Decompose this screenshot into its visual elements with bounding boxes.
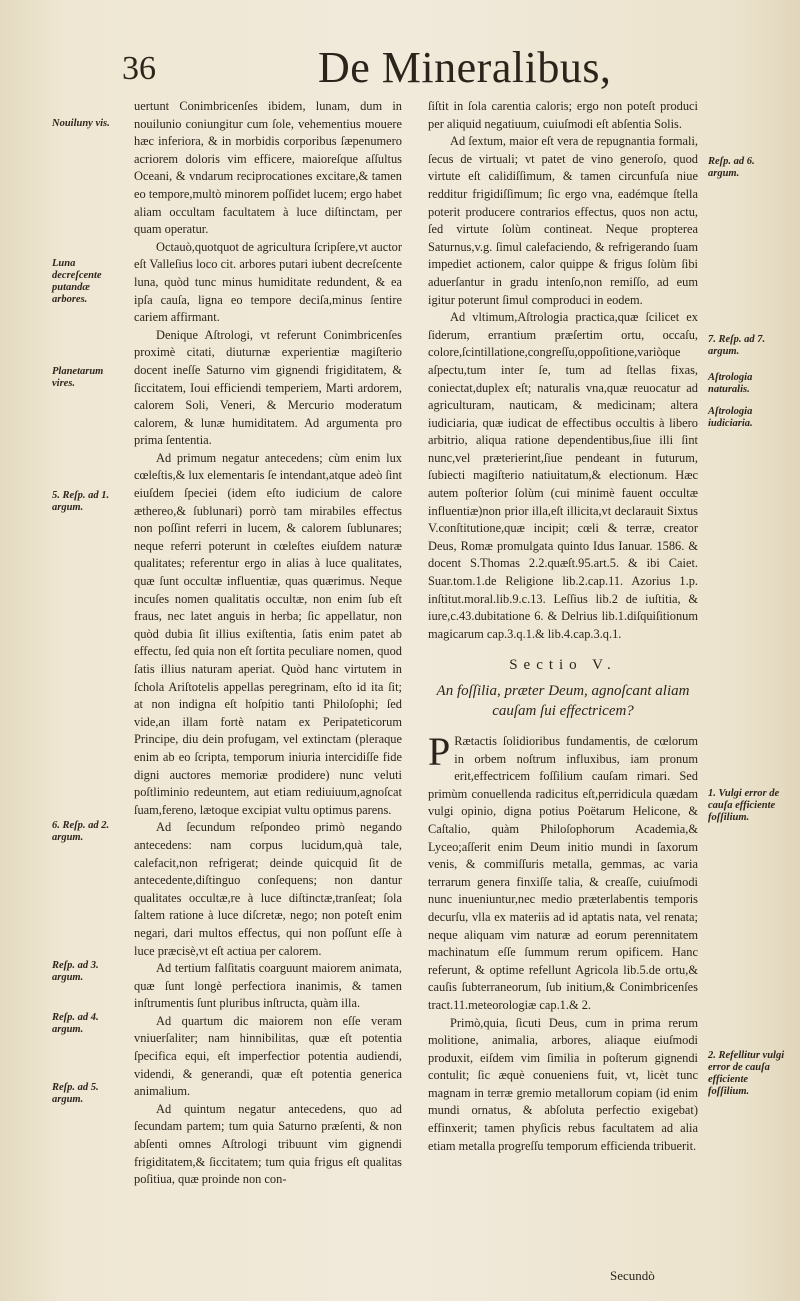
margin-note: Reſp. ad 4. argum.: [52, 1012, 99, 1035]
drop-cap: P: [428, 729, 451, 774]
paragraph: Ad vltimum,Aſtrologia practica,quæ ſcilicet ex ſiderum, errantium præſertim ortu, occaſu, colore,ſcintillatione,congreſſu,oppoſitione,variòque aſpectu,tum inter ſe, tum ad ſtellas fixas, coniectat,duplex eſt; naturalis vna,quæ reuocatur ad agriculturam, nauticam, & medicinam; altera iudiciaria, quæ iudicat de effectibus occultis à libero arbitrio, aliqua ratione dependentibus,ſiue illi ſint nunc,vel præterierint,ſiue pendeant in futurum, ſubiecti magiſterio natiuitatum,& electionum. Hæc autem poſterior ſolùm (cui minimè fauent occultæ influentiæ)non prior illa,eſt illicita,vt declarauit Sixtus V.conſtitutione,quæ incipit; cœli & terræ, creator Deus, Romæ promulgata quinto Idus Ianuar. 1586. & docent S.Thomas 2.2.quæſt.95.art.5. & ibi Caiet. Suar.tom.1.de Religione lib.2.cap.11. Azorius 1.p. inſtitut.moral.lib.9.c.13. Leſſius lib.2 de iuſtitia, & iure,c.43.dubitatione 6. & Delrius lib.1.diſquiſitionum magicarum cap.3.q.1.& lib.4.cap.3.q.1.: [428, 310, 698, 641]
paragraph: ſiſtit in ſola carentia caloris; ergo non poteſt produci per aliquid negatiuum, cuiuſmodi eſt abſentia Solis.: [428, 99, 698, 131]
margin-note: Luna decreſcente putandæ arbores.: [52, 258, 102, 305]
margin-note: Reſp. ad 3. argum.: [52, 960, 99, 983]
margin-note: Aſtrologia iudiciaria.: [708, 406, 753, 429]
margin-note: 7. Reſp. ad 7. argum.: [708, 334, 766, 357]
page-title: De Mineralibus,: [318, 43, 612, 92]
paragraph: Primò,quia, ſicuti Deus, cum in prima rerum molitione, animalia, arbores, aliaque eiuſmodi produxit, eiſdem vim ſimilia in poſterum gignendi contulit; ſic æquè conueniens fuit, vt, licèt tunc magnam in terræ gremio metallorum copiam (id enim mundi ornatus, & abſoluta perfectio exigebat) effinxerit; tamen phyſicis rebus facultatem ad alia etiam metalla progreſſu temporum efficienda tribuerit.: [428, 1015, 698, 1153]
paragraph: Denique Aſtrologi, vt referunt Conimbricenſes proximè citati, diuturnæ experientiæ magiſterio docent ineſſe Saturno vim gignendi frigiditatem, & ſiccitatem, Ioui efficiendi temperiem, Marti ardorem, calorem Soli, Veneri, & Mercurio moderatum calorem, & lunæ humiditatem. Ad argumenta pro prima ſententia.: [134, 327, 402, 448]
paragraph: Ad ſecundum reſpondeo primò negando antecedens: nam corpus lucidum,quà tale, calefacit,non refrigerat; deinde quicquid ſit de antecedente,diſtinguo conſequens; non dantur qualitates occultæ,re à luce diſtinctæ,tranſeat; ſola ſaltem ratione à luce diſcretæ, nego; non poteſt enim negari, dari multos effectus, qui non poſſunt eſſe à luce præcisè,vt eſt actiua per calorem.: [134, 820, 402, 958]
section-title: An foſſilia, præter Deum, agnoſcant aliam cauſam ſui effectricem?: [436, 683, 690, 719]
section-heading: Sectio V.: [509, 657, 617, 674]
page-number: 36: [122, 50, 156, 87]
paragraph: Ad ſextum, maior eſt vera de repugnantia formali, ſecus de virtuali; vt patet de vino generoſo, quod virtute eſt calidiſſimum, & tamen circunfuſa niue redditur frigidiſſimum; ſic ergo vna, eadémque ſtella poterit producere contrarios effectus, quos non actu, ſed virtute ſolùm contineat. Neque propterea Saturnus,v.g. ſimul calefaciendo, & refrigerando ſuam impediet actionem, calor quippe & frigus ſolùm ſibi aduerſantur in gradu intenſo,non remiſſo, ad eum igitur poterunt ſimul comproduci in eodem.: [428, 134, 698, 307]
paragraph: Ad quintum negatur antecedens, quo ad ſecundam partem; tum quia Saturno præſenti, & non abſenti omnes Aſtrologi tribuunt vim gignendi frigiditatem,& ſiccitatem; tum quia frigus eſt qualitas poſitiua, quæ proinde non con-: [134, 1101, 402, 1187]
paragraph: Octauò,quotquot de agricultura ſcripſere,vt auctor eſt Valleſius loco cit. arbores putari iubent decreſcente luna, quòd tunc minus humiditate redundent, & ea ipſa cauſa, ligna eo tempore deciſa,minus ſentire cariem affirmant.: [134, 239, 402, 325]
right-text-column: [428, 98, 698, 1155]
margin-note: 2. Refellitur vulgi error de cauſa efficiente foſſilium.: [708, 1050, 785, 1097]
paragraph: Ad quartum dic maiorem non eſſe veram vniuerſaliter; nam hinnibilitas, quæ eſt potentia ſpecifica equi, eſt imperfectior potentia audiendi, videndi, & generandi, quæ eſt potentia generica animalium.: [134, 1013, 402, 1099]
paragraph: Ad tertium falſitatis coarguunt maiorem animata, quæ ſunt longè perfectiora inanimis, & tamen inſtrumentis ſunt pluribus inſtructa, quàm illa.: [134, 961, 402, 1011]
margin-note: Reſp. ad 6. argum.: [708, 156, 755, 179]
paragraph: [428, 729, 698, 1015]
margin-note: 1. Vulgi error de cauſa efficiente foſſilium.: [708, 788, 780, 823]
left-text-column: [134, 98, 402, 1189]
margin-note: Nouiluny vis.: [52, 118, 110, 129]
paragraph: uertunt Conimbricenſes ibidem, lunam, dum in nouilunio coniungitur cum ſole, vehementius mouere hæc inferiora, & in morbidis corporibus ſæpenumero acriorem doloris vim efficere, maioreſque aſſultus Oceani, & vndarum reciprocationes excitare,& tamen eo tempore,multò minorem poſſidet lucem; ergo habet aliam occultam facultatem à luce diſtinctam, per quam operatur.: [134, 99, 402, 237]
margin-note: 6. Reſp. ad 2. argum.: [52, 820, 110, 843]
margin-note: Aſtrologia naturalis.: [708, 372, 753, 395]
catchword: Secundò: [610, 1268, 655, 1283]
running-head: [0, 38, 800, 98]
paragraph: Ad primum negatur antecedens; cùm enim lux cœleſtis,& lux elementaris ſe intendant,atque adeò ſint eiuſdem ſpeciei (idem eſto iudicium de calore æthereo,& ſublunari) porrò tam mirabiles effectus non poſſint referri in lucem, & calorem ſublunares; neque referri poterunt in cœleſtes eiuſdem naturæ qualitates; referentur ergo in alias à luce qualitates, quæ ſunt occultæ influentiæ, quas quærimus. Neque incuſes nomen qualitatis occultæ, non enim ſub eſt fraus, nec latet anguis in herba; ſic appellatur, non quòd dubia ſit illius exiſtentia, ſatis enim patet ab effectu, ſed quia non eſt ſortita peculiare nomen, quod ſatis illius naturam aperiat. Quòd hanc virtutem in ſchola Ariſtotelis appellas peregrinam, eſto id ita ſit; at non indigna eſt hoſpitio tanti Philoſophi; ſed vide,an illam fortè natam ex Peripateticorum Principe, diu dein profugam, vel extinctam (pleraque enim ab eo ſcripta, temporum iniuria intercidiſſe fide digni auctores memoriæ prodidere) nunc veluti poſtliminio redeuntem, aut etiam rediuiuum,agnoſcat ſuam,fereno, lætoque excipiat vultu optimus parens.: [134, 450, 402, 817]
margin-note: 5. Reſp. ad 1. argum.: [52, 490, 110, 513]
paragraph-text: Rætactis ſolidioribus fundamentis, de cœlorum in orbem noſtrum influxibus, iam pronum erit,effectricem foſſilium cauſam rimari. Sed primùm conuellenda radicitus eſt,perridicula quædam vulgi opinio, digna potius Poëtarum Helicone, & Caſtalio, quàm Philoſophorum Academia,& Lyceo;aſſerit enim Deum initio mundi in ſaxorum venis, & commiſſuris metalla, gemmas, ac varia terrarum genera finxiſſe talia, & creaſſe, cuiuſmodi nunc inueniuntur,nec medio præterlabentis temporis decurſu, vlla ex materiis ad id aptatis nata, vel renata; neque aliquam vim naturæ ad eorum perennitatem machinatum eſſe ſummum rerum opificem. Hanc referunt, & optime refellunt Agricola lib.5.de ortu,& cauſis ſubterraneorum, ſub initium,& Conimbricenſes tract.11.meteorologiæ cap.1.& 2.: [428, 734, 698, 1012]
margin-note: Planetarum vires.: [52, 366, 104, 389]
margin-note: Reſp. ad 5. argum.: [52, 1082, 99, 1105]
